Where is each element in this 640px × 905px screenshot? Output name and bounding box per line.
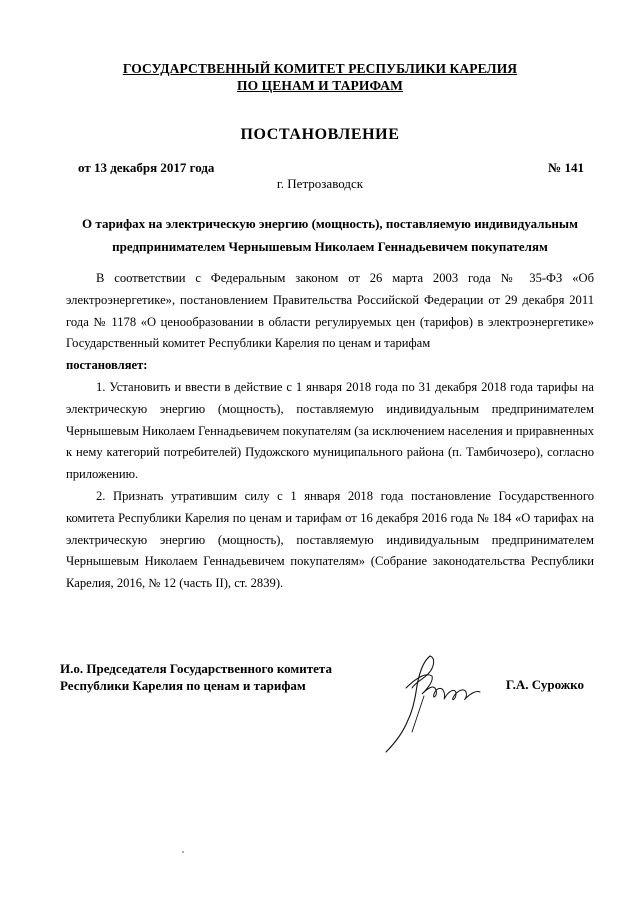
preamble-paragraph: В соответствии с Федеральным законом от 26 марта 2003 года № 35-ФЗ «Об электроэнергетике», постановлением Правительства Российской Федерации от 29 декабря 2011 года № 1178 «О ценообразовании в области регулируемых цен (тарифов) в электроэнергетике» Государственный комитет Республики Карелия по ценам и тарифам	[66, 271, 594, 351]
document-type-title: ПОСТАНОВЛЕНИЕ	[240, 126, 400, 143]
org-name-line2: ПО ЦЕНАМ И ТАРИФАМ	[237, 78, 403, 93]
document-body	[66, 268, 594, 595]
resolves-keyword: постановляет:	[66, 358, 148, 373]
signatory-position	[60, 660, 332, 694]
subject-line1: О тарифах на электрическую энергию (мощность), поставляемую индивидуальным	[82, 216, 578, 231]
subject-line2: предпринимателем Чернышевым Николаем Геннадьевичем покупателям	[112, 239, 548, 254]
document-date: от 13 декабря 2017 года	[78, 160, 215, 175]
handwritten-signature	[372, 648, 502, 758]
scan-speck	[182, 851, 184, 853]
signatory-position-line2: Республики Карелия по ценам и тарифам	[60, 678, 306, 693]
signatory-name: Г.А. Сурожко	[505, 677, 584, 692]
org-name-line1: ГОСУДАРСТВЕННЫЙ КОМИТЕТ РЕСПУБЛИКИ КАРЕЛИЯ	[122, 61, 518, 76]
document-city: г. Петрозаводск	[276, 176, 364, 191]
document-subject	[60, 212, 600, 258]
item-1-paragraph: 1. Установить и ввести в действие с 1 января 2018 года по 31 декабря 2018 года тарифы на электрическую энергию (мощность), поставляемую индивидуальным предпринимателем Чернышевым Николаем Геннадьевичем покупателям (за исключением населения и приравненных к нему категорий потребителей) Пудожского муниципального района (п. Тамбичозеро), согласно приложению.	[66, 379, 594, 482]
document-number: № 141	[548, 160, 584, 175]
signatory-position-line1: И.о. Председателя Государственного комитета	[60, 661, 332, 676]
item-2-paragraph: 2. Признать утратившим силу с 1 января 2018 года постановление Государственного комитета Республики Карелия по ценам и тарифам от 16 декабря 2016 года № 184 «О тарифах на электрическую энергию (мощность), поставляемую индивидуальным предпринимателем Чернышевым Николаем Геннадьевичем покупателям» (Собрание законодательства Республики Карелия, 2016, № 12 (часть II), ст. 2839).	[66, 488, 594, 591]
